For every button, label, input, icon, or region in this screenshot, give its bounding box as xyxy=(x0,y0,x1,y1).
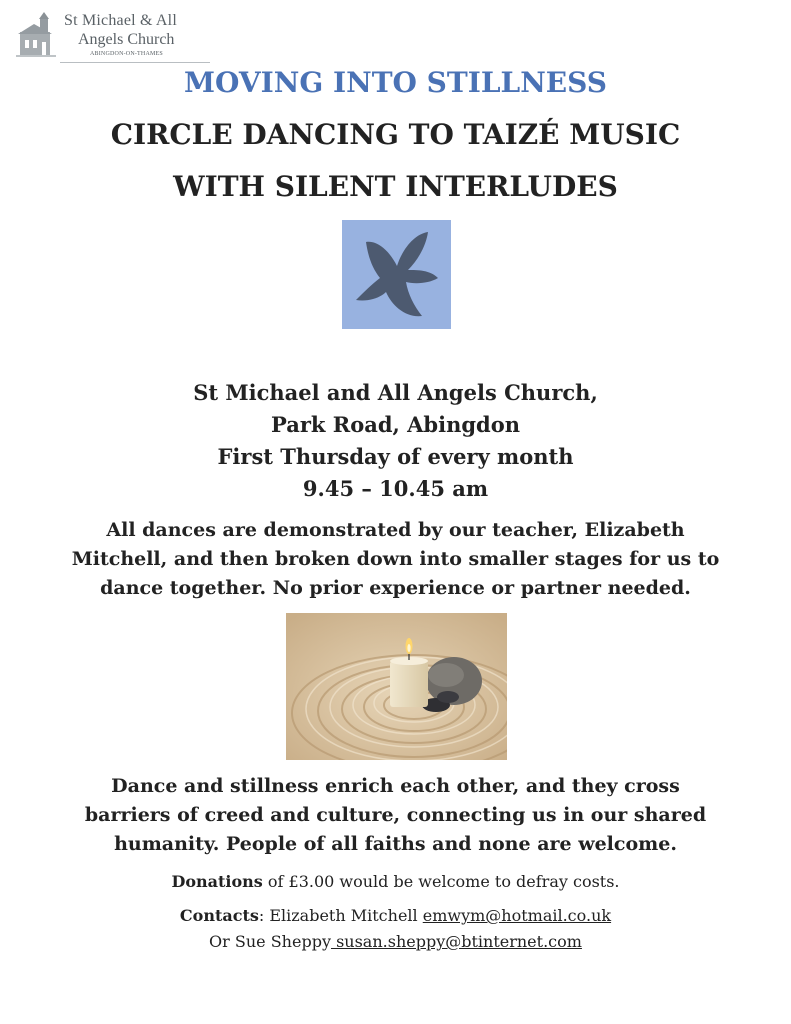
intro-line-2: Mitchell, and then broken down into smaller stages for us to xyxy=(71,548,720,570)
church-logo xyxy=(14,8,210,64)
email-link-elizabeth[interactable]: emwym@hotmail.co.uk xyxy=(422,906,612,925)
contacts-line-1 xyxy=(0,906,791,925)
dove-image xyxy=(342,220,451,329)
donations-text: of £3.00 would be welcome to defray costs. xyxy=(262,872,620,891)
page-title: MOVING INTO STILLNESS xyxy=(184,66,607,99)
contacts-text-1: : Elizabeth Mitchell xyxy=(258,906,423,925)
subtitle-line-2: WITH SILENT INTERLUDES xyxy=(173,170,618,203)
closing-line-1: Dance and stillness enrich each other, and they cross xyxy=(111,775,680,797)
dove-icon xyxy=(342,220,451,329)
email-link-sue[interactable]: susan.sheppy@btinternet.com xyxy=(330,932,582,951)
candle-sand-photo xyxy=(286,613,507,760)
intro-line-1: All dances are demonstrated by our teacher, Elizabeth xyxy=(106,519,685,541)
church-building-icon xyxy=(16,12,56,58)
donations-label: Donations xyxy=(171,872,263,891)
closing-line-3: humanity. People of all faiths and none are welcome. xyxy=(114,833,677,855)
logo-line-3: ABINGDON-ON-THAMES xyxy=(90,51,163,57)
event-time: 9.45 – 10.45 am xyxy=(302,476,489,501)
contacts-text-2: Or Sue Sheppy xyxy=(209,932,331,951)
venue-line-3: First Thursday of every month xyxy=(217,444,574,469)
intro-paragraph xyxy=(0,516,791,603)
logo-divider xyxy=(60,62,210,63)
closing-line-2: barriers of creed and culture, connecting us in our shared xyxy=(84,804,707,826)
subtitle-line-1: CIRCLE DANCING TO TAIZÉ MUSIC xyxy=(110,118,681,151)
venue-line-2: Park Road, Abingdon xyxy=(271,412,520,437)
logo-line-1: St Michael & All xyxy=(64,12,177,29)
closing-paragraph xyxy=(0,772,791,859)
donations-line xyxy=(0,872,791,891)
contacts-label: Contacts xyxy=(179,906,259,925)
logo-line-2: Angels Church xyxy=(78,31,175,48)
venue-line-1: St Michael and All Angels Church, xyxy=(193,380,598,405)
intro-line-3: dance together. No prior experience or partner needed. xyxy=(100,577,691,599)
contacts-line-2 xyxy=(0,932,791,951)
